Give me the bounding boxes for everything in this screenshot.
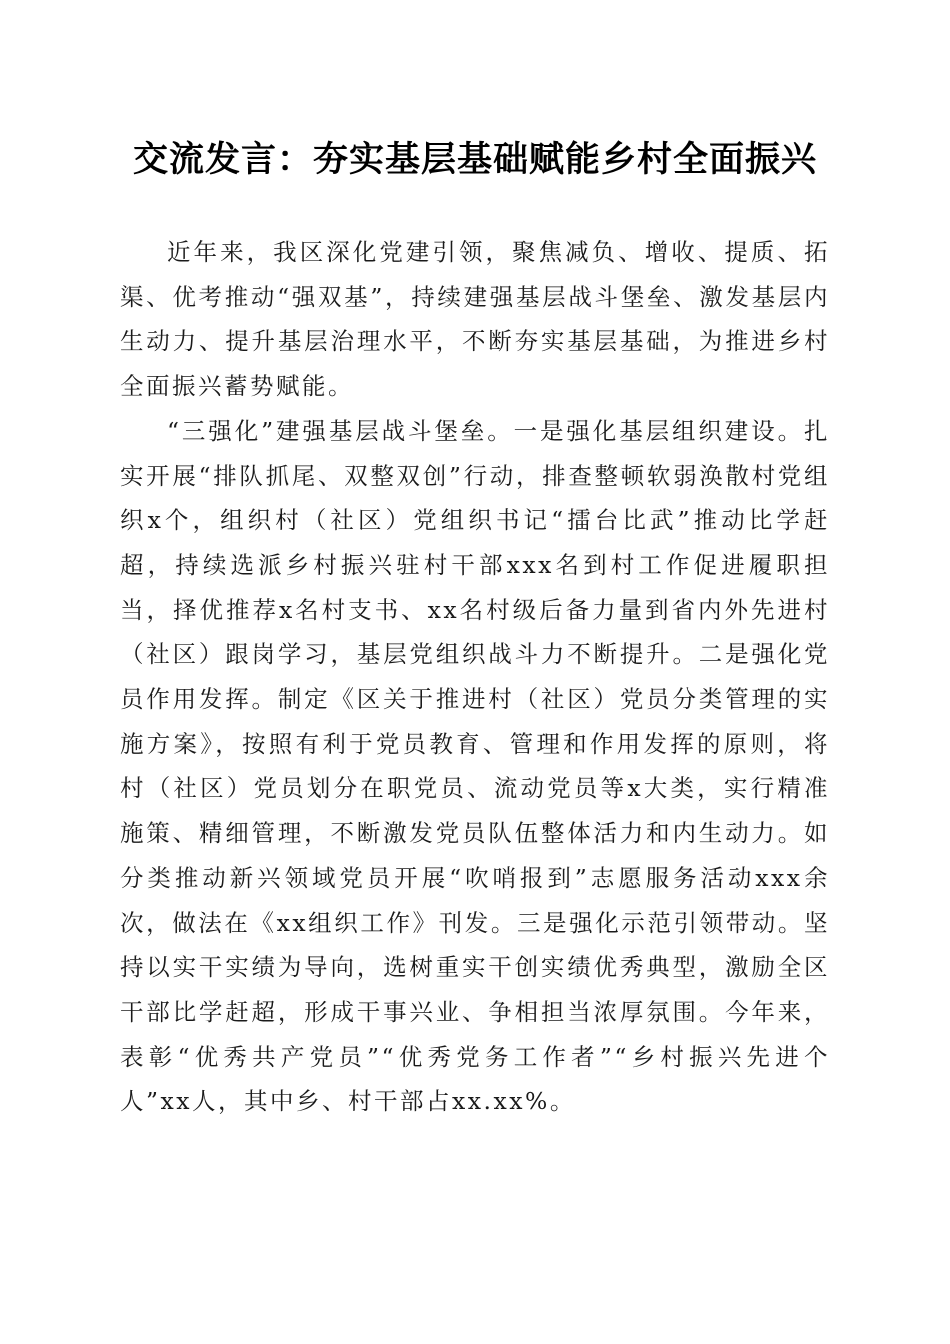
paragraph-intro: 近年来，我区深化党建引领，聚焦减负、增收、提质、拓渠、优考推动“强双基”，持续建强基层战斗堡垒、激发基层内生动力、提升基层治理水平，不断夯实基层基础，为推进乡村全面振兴蓄势赋能。: [120, 238, 830, 401]
document-title: 交流发言：夯实基层基础赋能乡村全面振兴: [132, 139, 817, 180]
paragraph-three-strengthen: “三强化”建强基层战斗堡垒。一是强化基层组织建设。扎实开展“排队抓尾、双整双创”行动，排查整顿软弱涣散村党组织x个，组织村（社区）党组织书记“擂台比武”推动比学赶超，持续选派乡村振兴驻村干部xxx名到村工作促进履职担当，择优推荐x名村支书、xx名村级后备力量到省内外先进村（社区）跟岗学习，基层党组织战斗力不断提升。二是强化党员作用发挥。制定《区关于推进村（社区）党员分类管理的实施方案》，按照有利于党员教育、管理和作用发挥的原则，将村（社区）党员划分在职党员、流动党员等x大类，实行精准施策、精细管理，不断激发党员队伍整体活力和内生动力。如分类推动新兴领域党员开展“吹哨报到”志愿服务活动xxx余次，做法在《xx组织工作》刊发。三是强化示范引领带动。坚持以实干实绩为导向，选树重实干创实绩优秀典型，激励全区干部比学赶超，形成干事兴业、争相担当浓厚氛围。今年来，表彰“优秀共产党员”“优秀党务工作者”“乡村振兴先进个人”xx人，其中乡、村干部占xx.xx%。: [120, 416, 830, 1116]
document-body: [120, 230, 830, 1124]
